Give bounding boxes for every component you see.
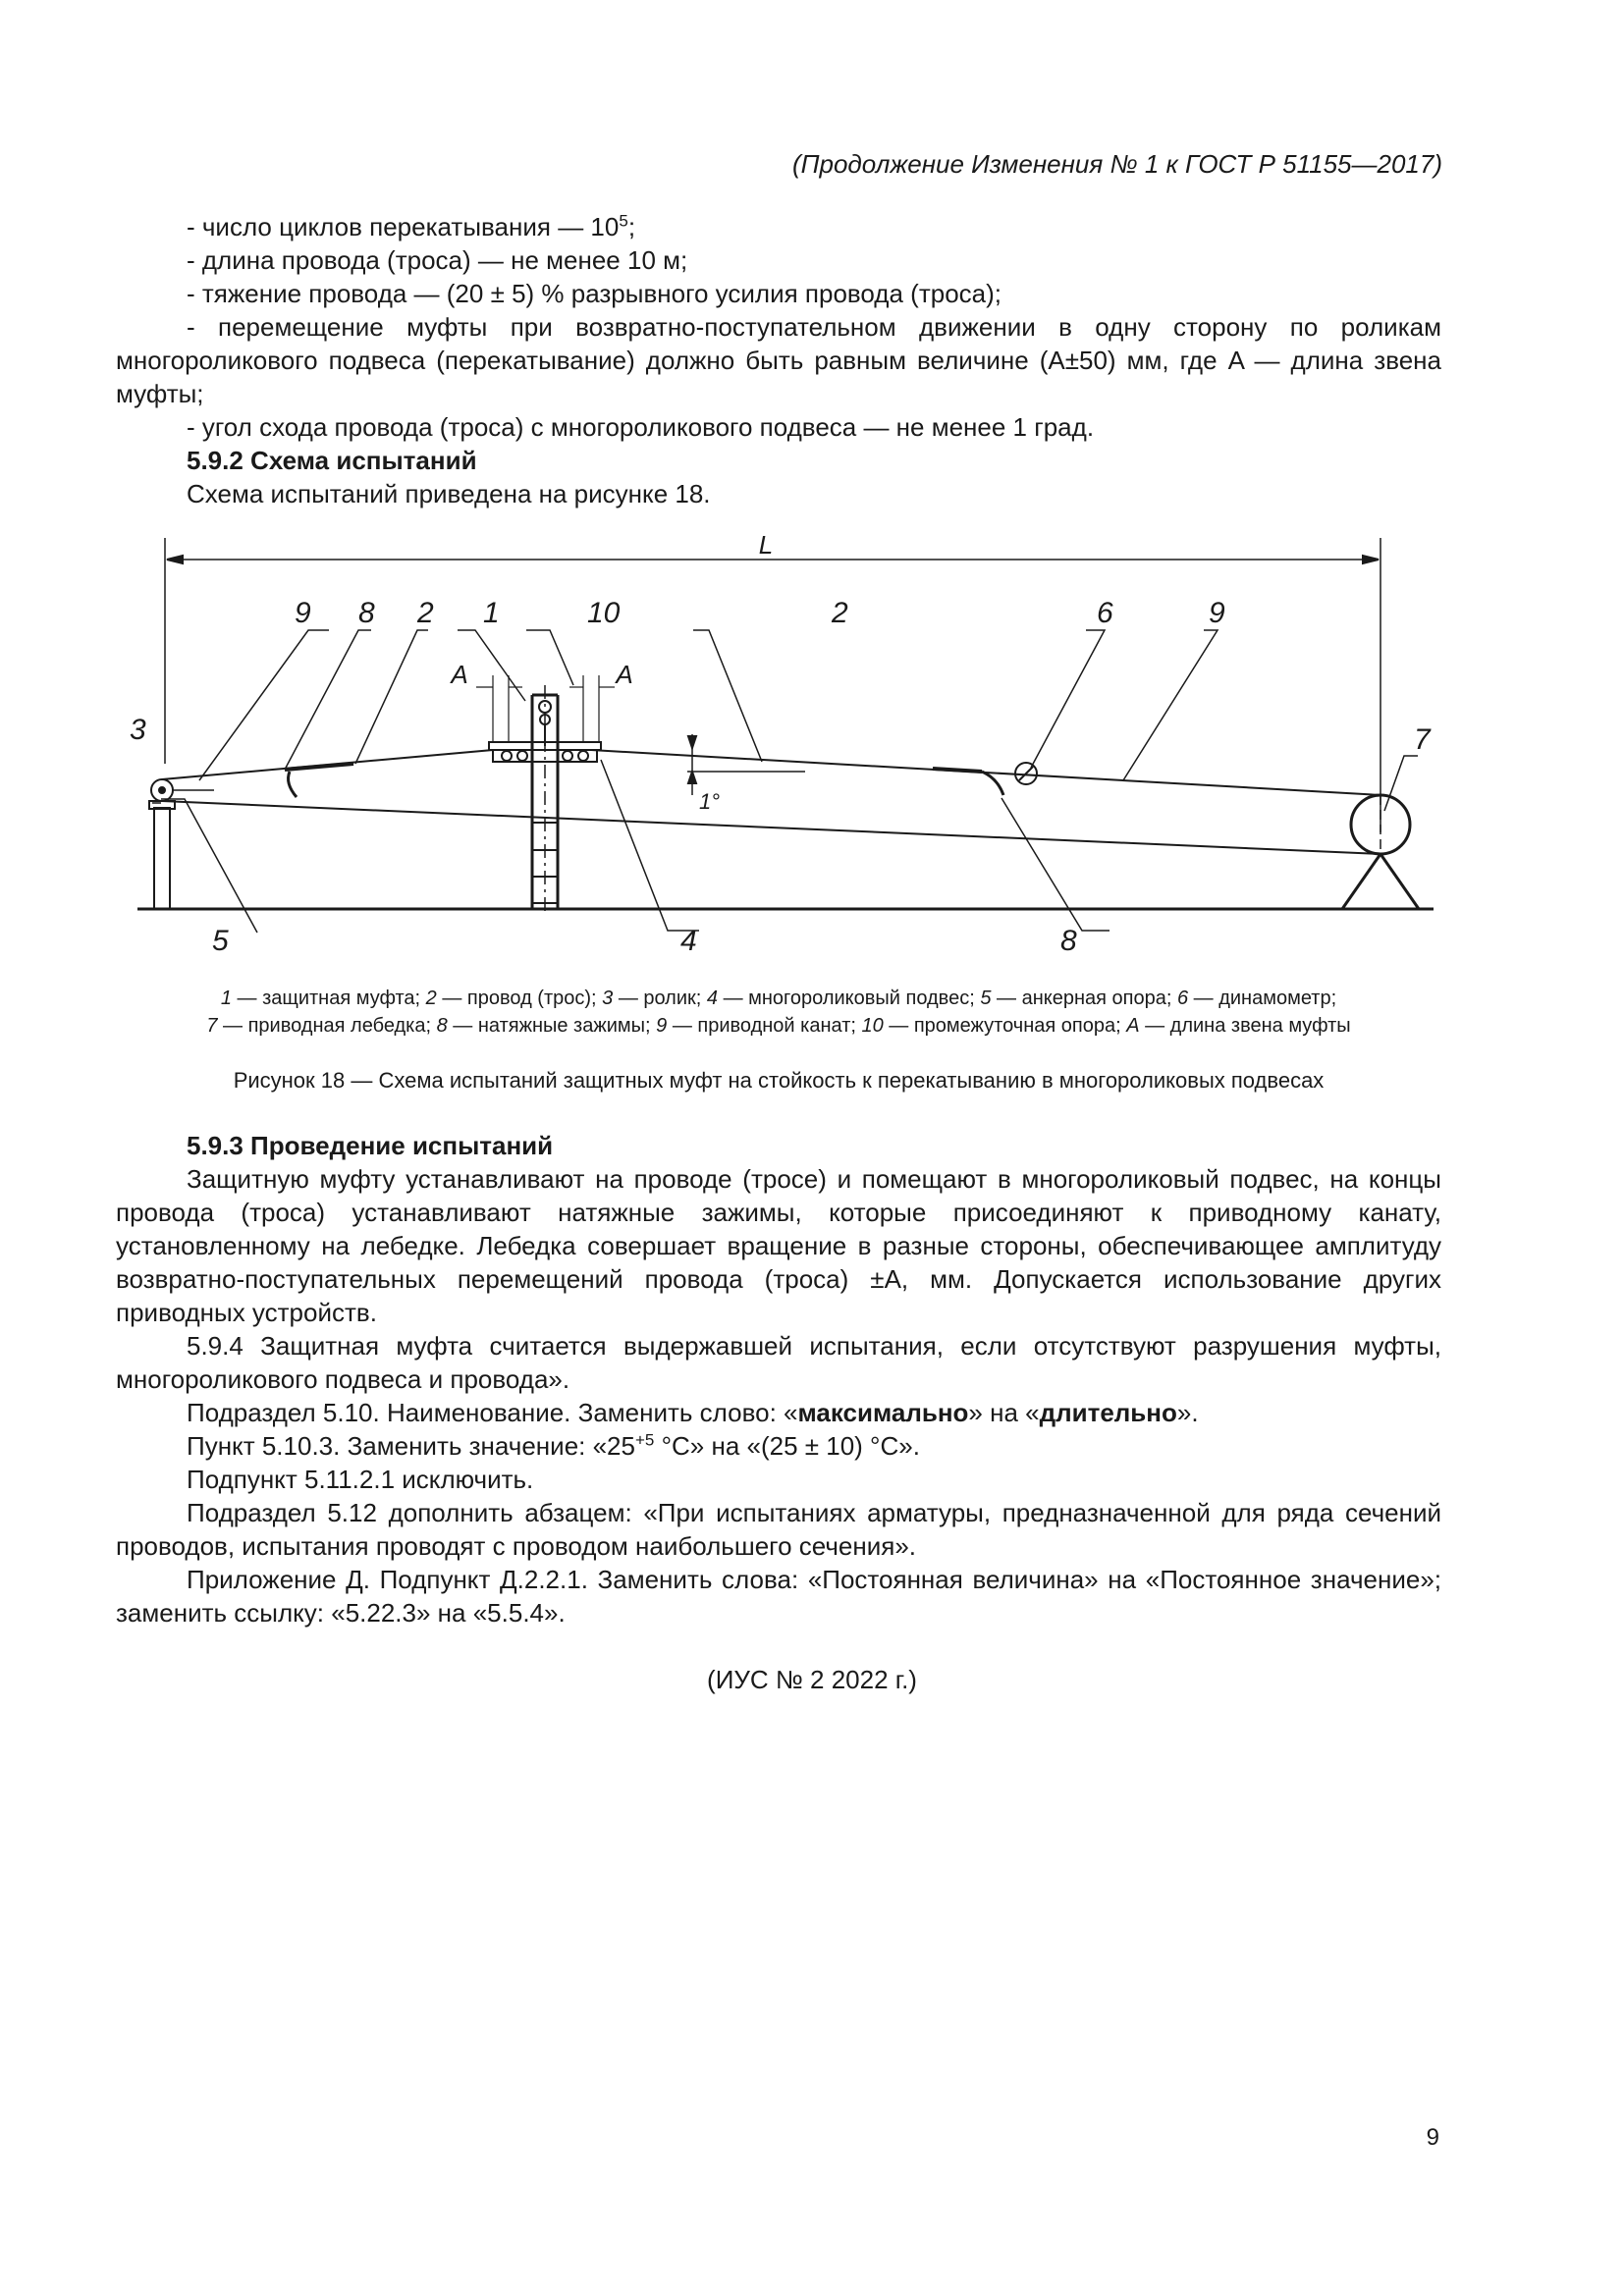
- callout-9-right: 9: [1209, 597, 1225, 629]
- dimension-L-label: L: [758, 530, 774, 560]
- ius-reference: (ИУС № 2 2022 г.): [707, 1665, 917, 1694]
- paragraph: Пункт 5.10.3. Заменить значение: «$25^{+5}$ °С» на «(25 ± 10) °С».: [187, 1430, 920, 1461]
- running-header: (Продолжение Изменения № 1 к ГОСТ Р 51155—2017): [792, 149, 1442, 179]
- dimension-A-label-right: A: [616, 660, 633, 689]
- figure-legend: 1 — защитная муфта; 2 — провод (трос); 3 — ролик; 4 — многороликовый подвес; 5 — анкерная опора; 6 — динамометр; 7 — приводная лебедка; 8 — натяжные зажимы; 9 — приводной канат; 10 — промежуточная опора; A — длина звена муфты: [206, 988, 1351, 1037]
- paragraph: Подраздел 5.10. Наименование. Заменить слово: «максимально» на «длительно».: [187, 1398, 1199, 1427]
- list-item: - угол схода провода (троса) с многороликового подвеса — не менее 1 град.: [187, 412, 1095, 442]
- list-item: - число циклов перекатывания — $10^5$;: [187, 211, 636, 241]
- procedure-block: [116, 1129, 1441, 1629]
- section-heading: 5.9.2 Схема испытаний: [187, 446, 477, 475]
- paragraph: Подпункт 5.11.2.1 исключить.: [187, 1465, 534, 1494]
- callout-9-left: 9: [295, 597, 311, 629]
- callout-6: 6: [1097, 597, 1113, 629]
- callout-5: 5: [212, 925, 229, 957]
- paragraph: Схема испытаний приведена на рисунке 18.: [187, 479, 711, 508]
- requirements-block: [116, 210, 1441, 510]
- list-item: - тяжение провода — (20 ± 5) % разрывного усилия провода (троса);: [187, 279, 1001, 308]
- angle-label: 1°: [699, 789, 721, 814]
- paragraph: Защитную муфту устанавливают на проводе (тросе) и помещают в многороликовый подвес, на концы провода (троса) устанавливают натяжные зажимы, которые присоединяют к приводному канату, установленному на лебедке. Лебедка совершает вращение в разные стороны, обеспечивающее амплитуду возвратно-поступательных перемещений провода (троса) ±A, мм. Допускается использование других приводных устройств.: [116, 1164, 1441, 1327]
- test-scheme-figure: [130, 530, 1434, 957]
- callout-1: 1: [483, 597, 500, 629]
- callout-3: 3: [130, 714, 146, 746]
- paragraph: 5.9.4 Защитная муфта считается выдержавшей испытания, если отсутствуют разрушения муфты, многороликового подвеса и провода».: [116, 1331, 1441, 1394]
- paragraph: Приложение Д. Подпункт Д.2.2.1. Заменить слова: «Постоянная величина» на «Постоянное значение»; заменить ссылку: «5.22.3» на «5.5.4».: [116, 1565, 1441, 1628]
- callout-8-bottom: 8: [1060, 925, 1077, 957]
- dimension-A-label-left: A: [451, 660, 468, 689]
- list-item: - перемещение муфты при возвратно-поступательном движении в одну сторону по роликам многороликового подвеса (перекатывание) должно быть равным величине (A±50) мм, где A — длина звена муфты;: [116, 312, 1441, 408]
- callout-2-left: 2: [417, 597, 434, 629]
- callout-10: 10: [587, 597, 621, 629]
- callout-7: 7: [1414, 723, 1431, 756]
- callout-8-top: 8: [358, 597, 375, 629]
- figure-caption: Рисунок 18 — Схема испытаний защитных муфт на стойкость к перекатыванию в многороликовых подвесах: [233, 1068, 1325, 1093]
- page-number: 9: [1426, 2124, 1439, 2151]
- callout-2-right: 2: [832, 597, 848, 629]
- paragraph: Подраздел 5.12 дополнить абзацем: «При испытаниях арматуры, предназначенной для ряда сечений проводов, испытания проводят с проводом наибольшего сечения».: [116, 1498, 1441, 1561]
- callout-4: 4: [680, 925, 697, 957]
- section-heading: 5.9.3 Проведение испытаний: [187, 1131, 554, 1160]
- list-item: - длина провода (троса) — не менее 10 м;: [187, 245, 688, 275]
